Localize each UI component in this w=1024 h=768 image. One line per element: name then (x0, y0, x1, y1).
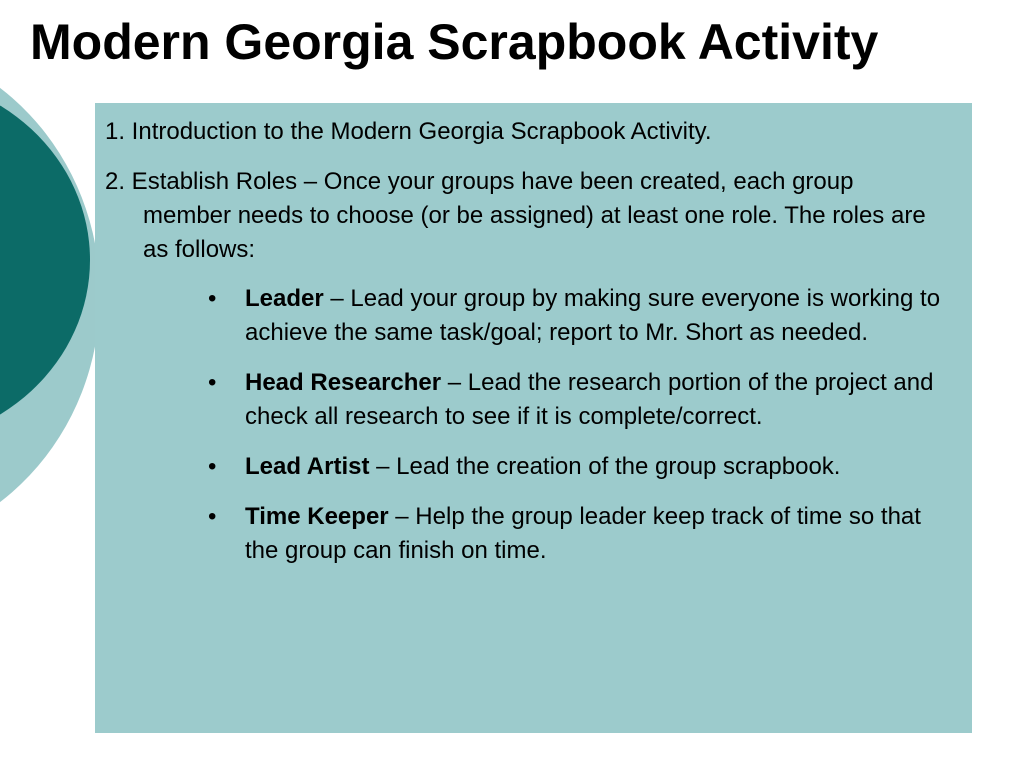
roles-list (105, 282, 942, 568)
list-item-establish-roles: 2. Establish Roles – Once your groups have been created, each group member needs to choose (or be assigned) at least one role. The roles are as follows: (105, 168, 926, 263)
role-description: – Lead the creation of the group scrapbook. (369, 453, 841, 480)
role-head-researcher (105, 366, 942, 434)
role-name: Lead Artist (245, 453, 370, 480)
role-name: Time Keeper (245, 503, 389, 530)
bullet-icon: • (208, 369, 217, 396)
role-description: – Help the group leader keep track of time so that the group can finish on time. (245, 503, 921, 564)
bullet-icon: • (208, 285, 217, 312)
role-time-keeper (105, 500, 942, 568)
role-name: Head Researcher (245, 369, 442, 396)
bullet-icon: • (208, 503, 217, 530)
role-leader (105, 282, 942, 350)
content-box (95, 103, 972, 733)
bullet-icon: • (208, 453, 217, 480)
role-lead-artist (105, 450, 942, 484)
role-name: Leader (245, 285, 324, 312)
role-description: – Lead your group by making sure everyone is working to achieve the same task/goal; report to Mr. Short as needed. (245, 285, 941, 346)
slide-title: Modern Georgia Scrapbook Activity (30, 14, 879, 70)
list-item-introduction: 1. Introduction to the Modern Georgia Scrapbook Activity. (105, 118, 712, 145)
role-description: – Lead the research portion of the project and check all research to see if it is complete/correct. (245, 369, 934, 430)
